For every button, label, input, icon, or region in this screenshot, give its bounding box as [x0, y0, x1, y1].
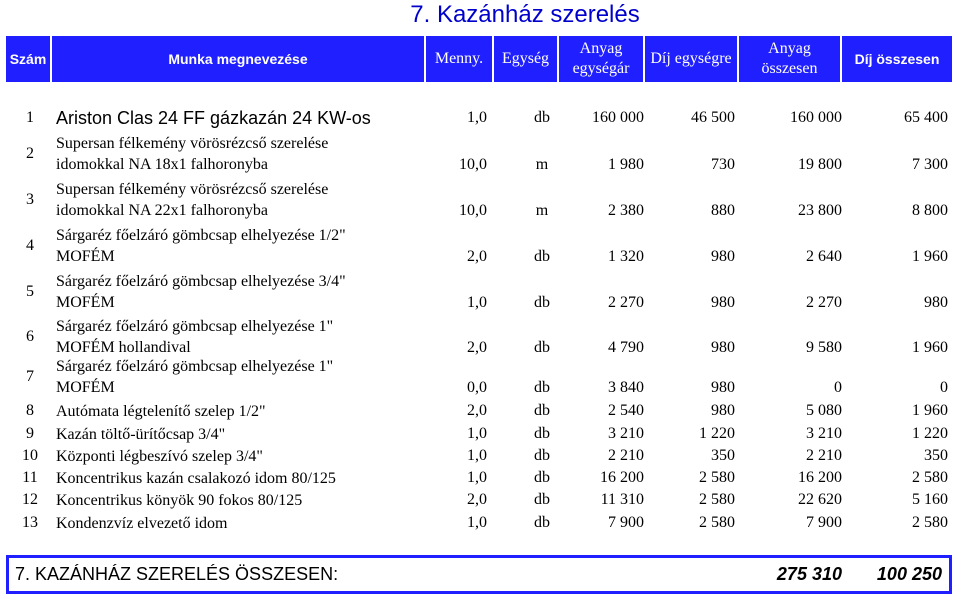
row-anyag-egysegar: 3 210 — [608, 425, 644, 442]
table-row — [0, 467, 960, 489]
row-name: Ariston Clas 24 FF gázkazán 24 KW-os — [56, 107, 371, 128]
col-header-dij-egysegre: Díj egységre — [645, 36, 737, 82]
row-egyseg: db — [534, 294, 550, 311]
total-row — [6, 555, 952, 594]
row-egyseg: m — [535, 156, 549, 173]
row-name: Koncentrikus kazán csalakozó idom 80/125 — [56, 469, 336, 487]
row-dij-egysegre: 980 — [711, 379, 735, 396]
row-number: 1 — [26, 109, 34, 126]
row-dij-osszesen: 7 300 — [912, 156, 948, 173]
row-anyag-egysegar: 4 790 — [608, 339, 644, 356]
row-dij-osszesen: 0 — [940, 379, 948, 396]
row-number: 9 — [26, 425, 34, 442]
row-name: Sárgaréz főelzáró gömbcsap elhelyezése 1/2" MOFÉM — [56, 227, 346, 265]
col-header-anyag-egysegar-line2: egységár — [572, 60, 630, 77]
row-dij-egysegre: 46 500 — [691, 109, 735, 126]
row-dij-egysegre: 1 220 — [699, 425, 735, 442]
row-dij-egysegre: 2 580 — [699, 514, 735, 531]
row-menny: 1,0 — [467, 294, 487, 311]
row-dij-egysegre: 880 — [711, 202, 735, 219]
row-menny: 1,0 — [467, 109, 487, 126]
col-header-anyag-egysegar-line1: Anyag — [579, 40, 623, 57]
col-header-munka: Munka megnevezése — [52, 36, 424, 82]
row-anyag-osszesen: 2 270 — [806, 294, 842, 311]
row-dij-osszesen: 8 800 — [912, 202, 948, 219]
table-row — [0, 106, 960, 130]
row-anyag-egysegar: 1 980 — [608, 156, 644, 173]
row-name: Központi légbeszívó szelep 3/4" — [56, 447, 263, 465]
table-row — [0, 512, 960, 534]
row-anyag-osszesen: 2 210 — [806, 447, 842, 464]
row-number: 8 — [26, 402, 34, 419]
row-anyag-egysegar: 2 270 — [608, 294, 644, 311]
total-label: 7. KAZÁNHÁZ SZERELÉS ÖSSZESEN: — [15, 564, 339, 584]
row-number: 13 — [22, 514, 38, 531]
row-anyag-egysegar: 16 200 — [600, 469, 644, 486]
row-number: 10 — [22, 447, 38, 464]
row-egyseg: db — [534, 248, 550, 265]
col-header-szam: Szám — [6, 36, 50, 82]
row-egyseg: db — [534, 469, 550, 486]
row-menny: 2,0 — [467, 491, 487, 508]
row-dij-egysegre: 730 — [711, 156, 735, 173]
row-menny: 1,0 — [467, 469, 487, 486]
row-dij-osszesen: 1 960 — [912, 402, 948, 419]
table-row — [0, 224, 960, 268]
row-anyag-egysegar: 2 210 — [608, 447, 644, 464]
row-anyag-osszesen: 22 620 — [798, 491, 842, 508]
row-name: Autómata légtelenítő szelep 1/2" — [56, 402, 266, 420]
row-dij-osszesen: 1 960 — [912, 248, 948, 265]
row-number: 2 — [26, 145, 34, 162]
row-name: Kazán töltő-ürítőcsap 3/4" — [56, 425, 226, 443]
row-egyseg: db — [534, 425, 550, 442]
col-header-egyseg: Egység — [494, 36, 557, 82]
row-dij-egysegre: 2 580 — [699, 469, 735, 486]
row-anyag-osszesen: 2 640 — [806, 248, 842, 265]
row-name: Sárgaréz főelzáró gömbcsap elhelyezése 1" MOFÉM hollandival — [56, 318, 334, 356]
row-anyag-osszesen: 5 080 — [806, 402, 842, 419]
row-dij-osszesen: 1 220 — [912, 425, 948, 442]
row-egyseg: db — [534, 491, 550, 508]
row-anyag-egysegar: 3 840 — [608, 379, 644, 396]
total-dij: 100 250 — [876, 564, 942, 584]
row-egyseg: db — [534, 109, 550, 126]
table-row — [0, 132, 960, 176]
table-row — [0, 178, 960, 222]
row-menny: 0,0 — [467, 379, 487, 396]
col-header-anyag-osszesen-line1: Anyag — [768, 40, 811, 57]
row-number: 12 — [22, 491, 38, 508]
col-header-anyag-osszesen — [739, 36, 840, 82]
row-anyag-osszesen: 9 580 — [806, 339, 842, 356]
row-name: Sárgaréz főelzáró gömbcsap elhelyezése 1" MOFÉM — [56, 358, 334, 396]
row-anyag-osszesen: 7 900 — [806, 514, 842, 531]
col-header-menny: Menny. — [426, 36, 492, 82]
row-menny: 1,0 — [467, 425, 487, 442]
row-menny: 2,0 — [467, 402, 487, 419]
table-row — [0, 423, 960, 445]
table-row — [0, 355, 960, 399]
row-anyag-osszesen: 23 800 — [798, 202, 842, 219]
row-dij-osszesen: 2 580 — [912, 469, 948, 486]
row-anyag-osszesen: 0 — [834, 379, 842, 396]
row-number: 6 — [26, 328, 34, 345]
col-header-dij-osszesen: Díj összesen — [842, 36, 952, 82]
table-row — [0, 270, 960, 314]
col-header-anyag-egysegar — [559, 36, 643, 82]
row-number: 3 — [26, 191, 34, 208]
row-egyseg: db — [534, 514, 550, 531]
row-name: Sárgaréz főelzáró gömbcsap elhelyezése 3/4" MOFÉM — [56, 273, 346, 311]
row-dij-egysegre: 980 — [711, 248, 735, 265]
row-dij-osszesen: 1 960 — [912, 339, 948, 356]
row-name: Kondenzvíz elvezető idom — [56, 514, 228, 532]
row-anyag-osszesen: 3 210 — [806, 425, 842, 442]
row-number: 7 — [26, 368, 34, 385]
row-dij-egysegre: 980 — [711, 339, 735, 356]
row-number: 5 — [26, 283, 34, 300]
row-number: 4 — [26, 237, 34, 254]
row-name: Supersan félkemény vörösrézcső szerelése idomokkal NA 22x1 falhoronyba — [56, 181, 329, 219]
row-egyseg: m — [535, 202, 549, 219]
row-egyseg: db — [534, 402, 550, 419]
row-menny: 1,0 — [467, 514, 487, 531]
row-anyag-osszesen: 16 200 — [798, 469, 842, 486]
row-name: Koncentrikus könyök 90 fokos 80/125 — [56, 491, 303, 509]
page-title: 7. Kazánház szerelés — [410, 1, 640, 28]
row-dij-osszesen: 2 580 — [912, 514, 948, 531]
row-name: Supersan félkemény vörösrézcső szerelése idomokkal NA 18x1 falhoronyba — [56, 135, 329, 173]
row-dij-osszesen: 980 — [924, 294, 948, 311]
row-menny: 2,0 — [467, 248, 487, 265]
row-menny: 2,0 — [467, 339, 487, 356]
row-dij-egysegre: 980 — [711, 294, 735, 311]
row-number: 11 — [22, 469, 38, 486]
row-anyag-egysegar: 7 900 — [608, 514, 644, 531]
row-dij-egysegre: 980 — [711, 402, 735, 419]
row-menny: 10,0 — [459, 156, 487, 173]
table-row — [0, 315, 960, 359]
table-row — [0, 400, 960, 422]
col-header-anyag-osszesen-line2: összesen — [761, 60, 818, 77]
table-row — [0, 445, 960, 467]
row-dij-egysegre: 2 580 — [699, 491, 735, 508]
row-anyag-egysegar: 2 380 — [608, 202, 644, 219]
row-anyag-egysegar: 2 540 — [608, 402, 644, 419]
row-dij-osszesen: 65 400 — [904, 109, 948, 126]
row-dij-osszesen: 5 160 — [912, 491, 948, 508]
row-dij-egysegre: 350 — [711, 447, 735, 464]
row-dij-osszesen: 350 — [924, 447, 948, 464]
table-row — [0, 489, 960, 511]
row-anyag-osszesen: 19 800 — [798, 156, 842, 173]
row-anyag-egysegar: 11 310 — [600, 491, 644, 508]
row-egyseg: db — [534, 339, 550, 356]
row-egyseg: db — [534, 447, 550, 464]
row-egyseg: db — [534, 379, 550, 396]
row-anyag-egysegar: 160 000 — [592, 109, 644, 126]
row-menny: 1,0 — [467, 447, 487, 464]
row-anyag-osszesen: 160 000 — [790, 109, 842, 126]
row-menny: 10,0 — [459, 202, 487, 219]
total-anyag: 275 310 — [776, 564, 842, 584]
row-anyag-egysegar: 1 320 — [608, 248, 644, 265]
